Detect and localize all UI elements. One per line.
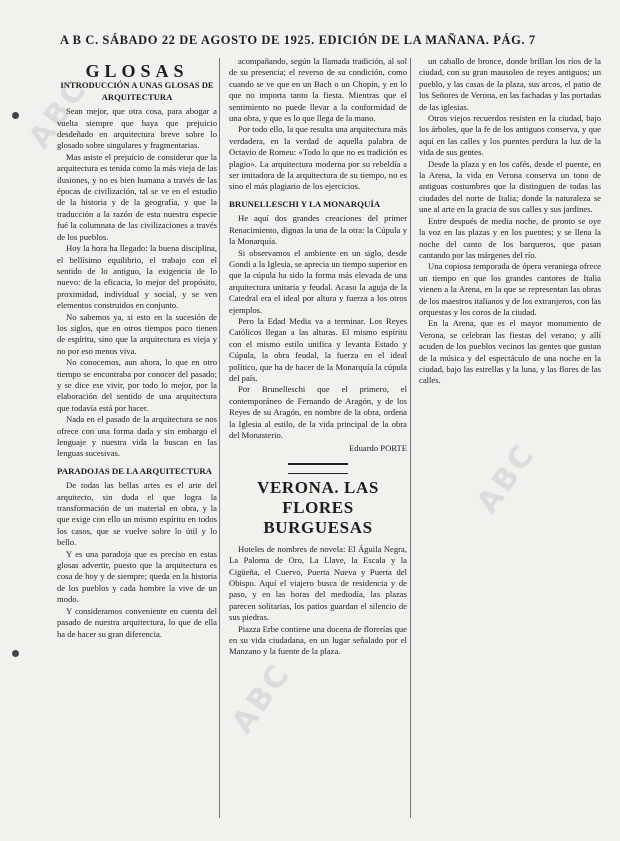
paragraph: Sean mejor, que otra cosa, para abogar a vuelta siempre que haya que prejuicio desdeñado en arquitectura breve sobre lo glosado sobre singulares y fragmentarias. bbox=[57, 106, 217, 151]
column-1-body bbox=[57, 106, 217, 460]
column-2-body-2 bbox=[229, 213, 407, 441]
ornament-divider bbox=[288, 463, 348, 474]
column-2 bbox=[226, 56, 410, 826]
paragraph: un caballo de bronce, donde brillan los ríos de la ciudad, con su gran mausoleo de reyes antiguos; un pueblo, y las casas de la plaza, sus arcos, el patio de los Señores de Verona, en las fachadas y las portadas de las iglesias. bbox=[419, 56, 601, 112]
paragraph: No conocemos, aun ahora, lo que en otro tiempo se encontraba por conocer del pasado; y se dice ese vivir, por todo lo mejor, por la elaboración del sentido de una arquitectura que todavía está por hacer. bbox=[57, 357, 217, 413]
author-signature: Eduardo PORTE bbox=[349, 443, 407, 454]
section-heading-brunelleschi: BRUNELLESCHI Y LA MONARQUÍA bbox=[229, 198, 381, 209]
paragraph: Mas asiste el prejuicio de considerar que la arquitectura es tenida como la más vieja de las ilusiones, y no es bien humana a través de las épocas de civilización, tal se ve en el estudio de la historia y de la geografía, y que la traducción a la razón de esta nuestra especie fué la columnata de las civilizaciones a través de los pueblos. bbox=[57, 151, 217, 242]
paragraph: Si observamos el ambiente en un siglo, desde Gondi a la Iglesia, se aprecia un tiempo superior en que la cúpula ha sido la forma más elevada de una arquitectura unitaria y feudal. Acaso la aguja de la Catedral era el ideal por altura y fuerza a los otros ejemplos. bbox=[229, 247, 407, 315]
article-headline-verona: VERONA. LAS FLORES BURGUESAS bbox=[257, 477, 379, 537]
column-1-body-2 bbox=[57, 480, 217, 640]
watermark-text: ABC bbox=[22, 71, 95, 156]
section-heading-paradojas: PARADOJAS DE LA ARQUITECTURA bbox=[57, 465, 213, 476]
column-rule-2 bbox=[410, 58, 411, 818]
paragraph: He aquí dos grandes creaciones del primer Renacimiento, dignas la una de la otra: la Cúpula y la Monarquía. bbox=[229, 213, 407, 247]
paragraph: Desde la plaza y en los cafés, desde el puente, en la Arena, la vida en Verona conserva un tono de antiguas costumbres que la distinguen de todas las ciudades del norte de Italia; donde la naturaleza se une al arte en la gracia de sus calles y sus jardines. bbox=[419, 158, 601, 215]
paragraph: Y es una paradoja que es preciso en estas glosas advertir, puesto que la arquitectura es cosa de hoy y de siempre; queda en la historia de los pueblos y cada hombre la vive de un modo. bbox=[57, 548, 217, 605]
column-3-body bbox=[419, 56, 601, 387]
watermark-text: ABC bbox=[470, 436, 543, 521]
paragraph: De todas las bellas artes es el arte del arquitecto, sin duda el que logra la transformación de un material en obra, y la que exige con ello un mismo espíritu en todos los casos, que se vuelve sobre lo útil y lo bello. bbox=[57, 480, 217, 548]
paragraph: Hoteles de nombres de novela: El Águila Negra, La Paloma de Oro, La Llave, la Escala y la Cigüeña, el Cuervo, Puerta Nueva y Puerta del Obispo. Aquí el viajero busca de residencia y de paso, y en las horas del mediodía, las plazas parecen solitarias, los patios guardan el silencio de sus piedras. bbox=[229, 543, 407, 623]
section-subtitle: INTRODUCCIÓN A UNAS GLOSAS DE ARQUITECTURA bbox=[60, 80, 214, 102]
column-2-body bbox=[229, 56, 407, 193]
paragraph: No sabemos ya, si esto en la sucesión de los siglos, que en otros tiempos poco tienen de espíritu, sino que la arquitectura es vieja y no por eso menos viva. bbox=[57, 311, 217, 356]
paragraph: Y consideramos conveniente en cuenta del pasado de nuestra arquitectura, lo que de ella ha de hacer su gran diferencia. bbox=[57, 605, 217, 639]
paragraph: Pero la Edad Media va a terminar. Los Reyes Católicos llegan a las alturas. El mismo espíritu con el mismo estilo unifica y levanta Estado y Cúpula, la obra feudal, la fuerza en el ideal político, que ha de hacer de la Monarquía la cúpula del país. bbox=[229, 315, 407, 383]
paragraph: Por Brunelleschi que el primero, el contemporáneo de Fernando de Aragón, y de los Reyes de su Aragón, en nombre de la obra, ordena la Iglesia al estilo, de la vida principal de la obra del Monasterio. bbox=[229, 384, 407, 440]
paragraph: Nada en el pasado de la arquitectura se nos ofrece con una forma dada y sin embargo el lenguaje y nuestra vida la buscan en las lenguas sucesivas. bbox=[57, 414, 217, 459]
paragraph: acompañando, según la llamada tradición, al sol de su presencia; el reverso de su condición, como cuando se ve que en un Bach o un Chopin, y en lo que no importa tanto la fiesta. Mientras que el sentimiento no puede llevar a la conformidad de una obra, y que es lo que llega de la mano. bbox=[229, 56, 407, 124]
paragraph: Hoy la hora ha llegado: la buena disciplina, el bellísimo equilibrio, el trabajo con el sentido de lo antiguo, la exigencia de lo nuevo: de la eficacia, lo mejor del propósito, proximidad, individual y social, y se ven elementos construidos en conjunto. bbox=[57, 243, 217, 311]
page-header: A B C. SÁBADO 22 DE AGOSTO DE 1925. EDICIÓN DE LA MAÑANA. PÁG. 7 bbox=[60, 33, 536, 47]
binding-hole bbox=[12, 112, 19, 119]
watermark-text: ABC bbox=[225, 656, 298, 741]
binding-hole bbox=[12, 650, 19, 657]
paragraph: Entre después de media noche, de pronto se oye la voz en las plazas y en los puentes; y se llena la noche del canto de los barqueros, que pasan cantando por las márgenes del río. bbox=[419, 215, 601, 260]
section-title-glosas: GLOSAS bbox=[85, 61, 189, 81]
paragraph: Piazza Erbe contiene una docena de florerías que en su vida ciudadana, en un lugar señalado por el Manzano y la fuente de la plaza. bbox=[229, 623, 407, 657]
column-1 bbox=[54, 56, 220, 826]
paragraph: Otros viejos recuerdos resisten en la ciudad, bajo los árboles, que la fe de los antiguos conserva, y que aquí en las calles y los puentes perdura la luz de la vida de sus gentes. bbox=[419, 113, 601, 158]
paragraph: Una copiosa temporada de ópera veraniega ofrece un tiempo en que los grandes cantores de Italia vienen a la Arena, en la que se representan las obras de los maestros italianos y de los extranjeros, con las orquestas y los coros de la ciudad. bbox=[419, 261, 601, 317]
column-3 bbox=[416, 56, 604, 826]
paragraph: Por todo ello, la que resulta una arquitectura más verdadera, en la verdad de aquella palabra de Octavio de Romeu: «Todo lo que no es tradición es plagio». La arquitectura moderna por su rebeldía a ser imitadora de la arquitectura de su tiempo, no es sino el más plagiario de los ejercicios. bbox=[229, 124, 407, 192]
paragraph: En la Arena, que es el mayor monumento de Verona, se celebran las fiestas del verano; y allí acuden de los pueblos vecinos las gentes que gustan de la música y del espectáculo de una noche en la ciudad, bajo las estrellas y la luna, y las flores de las calles. bbox=[419, 318, 601, 386]
column-2-body-3 bbox=[229, 544, 407, 658]
